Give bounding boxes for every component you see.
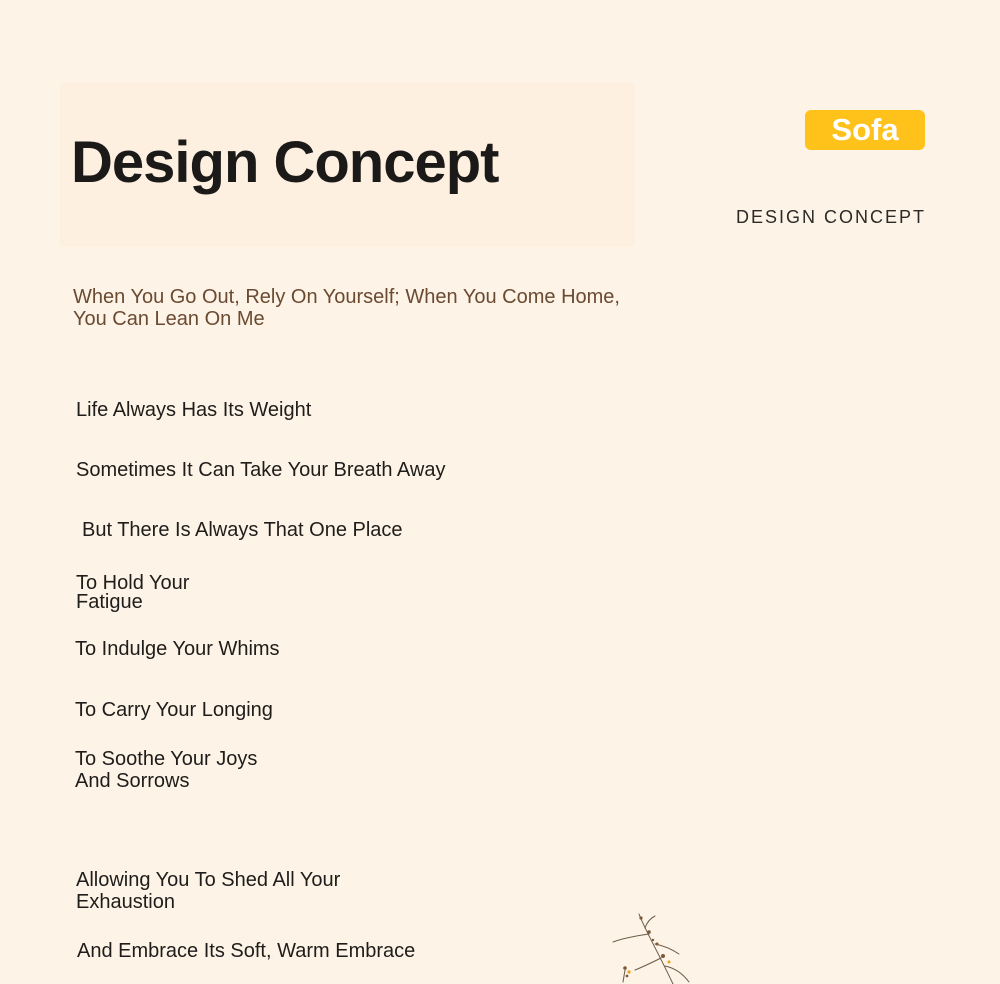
text-line-3: But There Is Always That One Place (82, 519, 403, 541)
text-line-9: And Embrace Its Soft, Warm Embrace (77, 940, 416, 962)
text-line-1: Life Always Has Its Weight (76, 399, 312, 421)
page-title: Design Concept (71, 130, 499, 195)
text-line-4: To Hold Your Fatigue (76, 572, 190, 613)
text-line-8: Allowing You To Shed All Your Exhaustion (76, 869, 341, 913)
text-line-6: To Carry Your Longing (75, 699, 273, 721)
sofa-badge: Sofa (805, 110, 925, 150)
section-subtitle: DESIGN CONCEPT (735, 207, 926, 227)
text-line-2: Sometimes It Can Take Your Breath Away (76, 459, 446, 481)
tagline: When You Go Out, Rely On Yourself; When You Come Home, You Can Lean On Me (73, 286, 620, 330)
dried-flower-sprig-icon (605, 910, 715, 984)
text-line-7: To Soothe Your Joys And Sorrows (75, 748, 258, 792)
text-line-5: To Indulge Your Whims (75, 638, 280, 660)
